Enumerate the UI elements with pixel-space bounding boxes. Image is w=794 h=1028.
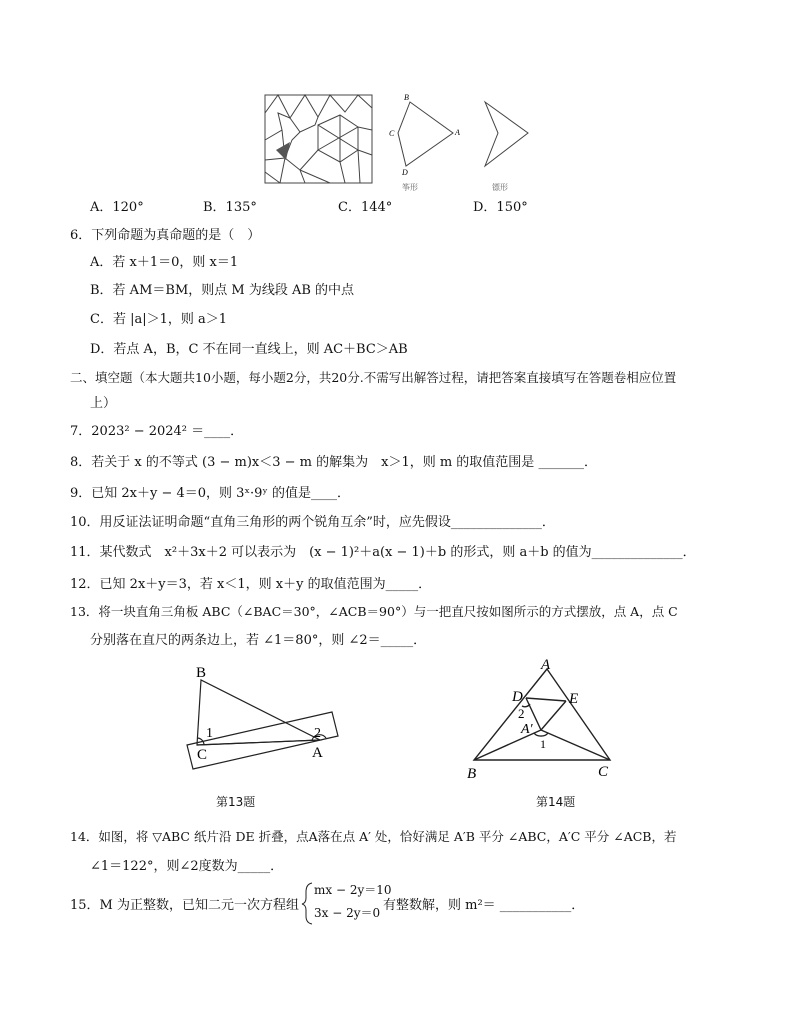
q5-option-a[interactable]: A．120°	[90, 200, 144, 215]
q5-option-b[interactable]: B．135°	[203, 200, 257, 215]
svg-text:2: 2	[314, 726, 321, 741]
q15-eq1: mx − 2y＝10	[314, 883, 392, 897]
svg-text:D: D	[512, 689, 523, 705]
q10: 10．用反证法证明命题“直角三角形的两个锐角互余”时，应先假设______________．	[70, 515, 555, 530]
q13-line1: 13．将一块直角三角板 ABC（∠BAC＝30°，∠ACB＝90°）与一把直尺按如图所示的方式摆放，点 A，点 C	[70, 604, 678, 619]
q15-suffix: 有整数解，则 m²＝ ___________．	[383, 898, 585, 913]
q11: 11．某代数式 x²＋3x＋2 可以表示为 (x − 1)²＋a(x − 1)＋b 的形式，则 a＋b 的值为______________．	[70, 545, 696, 560]
q15-prefix: 15．M 为正整数，已知二元一次方程组	[70, 898, 299, 913]
svg-text:A: A	[455, 128, 460, 137]
q14-line2: ∠1＝122°，则∠2度数为_____．	[90, 859, 284, 874]
section2-heading: 二、填空题（本大题共10小题，每小题2分，共20分.不需写出解答过程，请把答案直接填写在答题卷相应位置	[70, 370, 677, 385]
svg-text:C: C	[598, 764, 609, 780]
svg-text:A′: A′	[521, 722, 533, 737]
q6-option-b[interactable]: B．若 AM＝BM，则点 M 为线段 AB 的中点	[90, 283, 355, 298]
svg-text:D: D	[402, 168, 408, 177]
svg-text:A: A	[541, 657, 551, 673]
q7: 7．2023² − 2024² ＝____．	[70, 424, 244, 439]
svg-text:B: B	[467, 766, 477, 782]
svg-text:A: A	[312, 745, 323, 761]
q14-caption: 第14题	[536, 795, 576, 809]
svg-text:1: 1	[540, 737, 546, 751]
svg-text:B: B	[404, 93, 409, 102]
section2-heading-cont: 上）	[90, 396, 117, 411]
svg-text:C: C	[389, 129, 395, 138]
q6-option-c[interactable]: C．若 |a|＞1，则 a＞1	[90, 312, 228, 327]
svg-text:B: B	[196, 665, 207, 681]
dart-caption: 镖形	[492, 183, 508, 192]
kite-caption: 筝形	[402, 183, 418, 192]
q14-line1: 14．如图，将 ▽ABC 纸片沿 DE 折叠，点A落在点 A′ 处，恰好满足 A′B 平分 ∠ABC，A′C 平分 ∠ACB，若	[70, 829, 677, 844]
q5-option-d[interactable]: D．150°	[473, 200, 528, 215]
svg-text:E: E	[569, 691, 579, 707]
q6-option-d[interactable]: D．若点 A，B，C 不在同一直线上，则 AC＋BC＞AB	[90, 342, 408, 357]
q13-line2: 分别落在直尺的两条边上，若 ∠1＝80°，则 ∠2＝_____．	[90, 633, 427, 648]
q6-stem: 6．下列命题为真命题的是（ ）	[70, 228, 261, 243]
svg-text:1: 1	[206, 726, 213, 741]
q9: 9．已知 2x＋y − 4＝0，则 3ˣ·9ʸ 的值是____．	[70, 486, 351, 501]
svg-text:C: C	[197, 747, 208, 763]
q15-eq2: 3x − 2y＝0	[314, 906, 381, 920]
q12: 12．已知 2x＋y＝3，若 x＜1，则 x＋y 的取值范围为_____．	[70, 577, 432, 592]
q6-option-a[interactable]: A．若 x＋1＝0，则 x＝1	[90, 255, 239, 270]
q8: 8．若关于 x 的不等式 (3 − m)x＜3 − m 的解集为 x＞1，则 m 的取值范围是 _______．	[70, 455, 597, 470]
q5-option-c[interactable]: C．144°	[338, 200, 393, 215]
svg-text:2: 2	[518, 706, 525, 721]
q13-caption: 第13题	[216, 795, 256, 809]
